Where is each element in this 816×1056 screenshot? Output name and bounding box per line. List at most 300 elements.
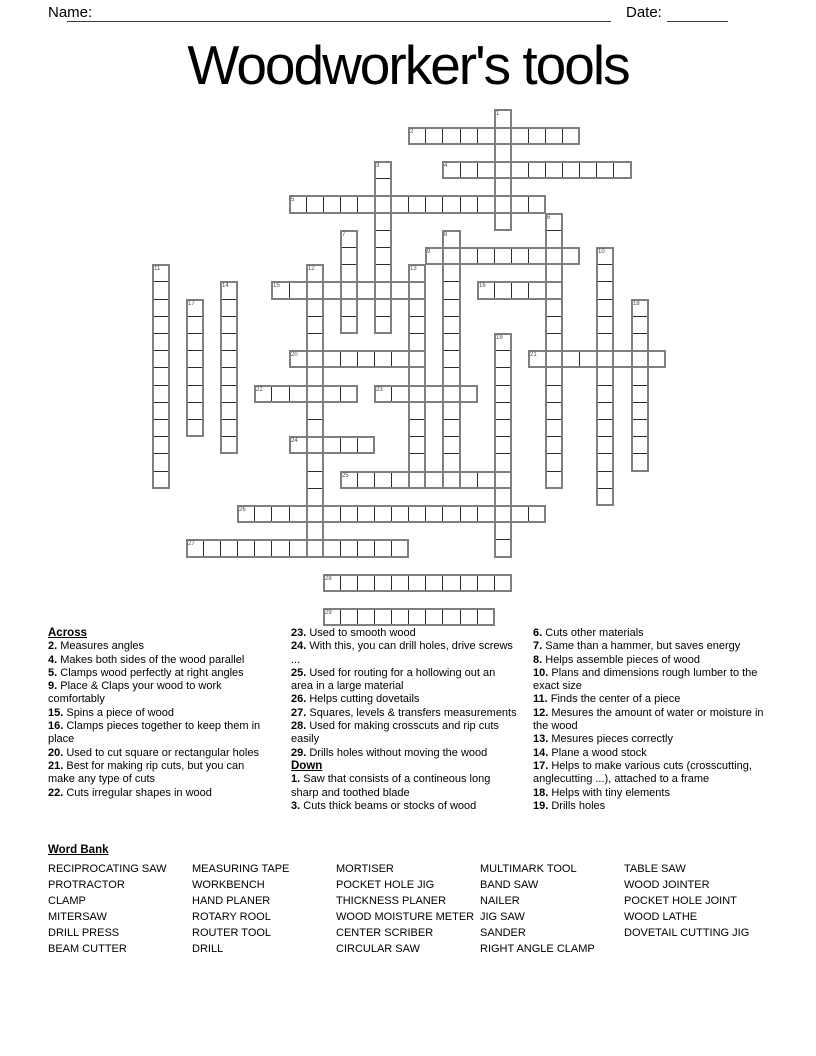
- grid-cell[interactable]: [306, 195, 324, 214]
- grid-cell[interactable]: [220, 281, 238, 300]
- grid-cell[interactable]: [545, 213, 563, 231]
- grid-cell[interactable]: [442, 247, 461, 265]
- grid-cell[interactable]: [306, 402, 324, 420]
- grid-cell[interactable]: [545, 247, 563, 265]
- grid-cell[interactable]: [460, 471, 478, 489]
- grid-cell[interactable]: [374, 385, 392, 403]
- grid-cell[interactable]: [442, 316, 461, 334]
- grid-cell[interactable]: [477, 127, 495, 145]
- grid-cell[interactable]: [442, 264, 461, 282]
- grid-cell[interactable]: [220, 539, 238, 558]
- grid-cell[interactable]: [545, 299, 563, 317]
- grid-cell[interactable]: [323, 539, 341, 558]
- grid-cell[interactable]: [340, 505, 358, 523]
- grid-cell[interactable]: [152, 316, 170, 334]
- grid-cell[interactable]: [391, 195, 409, 214]
- word-bank-item: MORTISER: [336, 863, 394, 875]
- grid-cell[interactable]: [545, 385, 563, 403]
- grid-cell[interactable]: [340, 230, 358, 248]
- grid-cell[interactable]: [289, 385, 307, 403]
- grid-cell[interactable]: [596, 247, 614, 265]
- grid-cell[interactable]: [494, 419, 512, 437]
- grid-cell[interactable]: [289, 281, 307, 300]
- grid-cell[interactable]: [631, 402, 649, 420]
- grid-cell[interactable]: [562, 161, 580, 179]
- grid-cell[interactable]: [323, 505, 341, 523]
- grid-cell[interactable]: [391, 608, 409, 626]
- grid-cell[interactable]: [340, 539, 358, 558]
- grid-cell[interactable]: [408, 419, 426, 437]
- grid-cell[interactable]: [152, 281, 170, 300]
- grid-cell[interactable]: [442, 350, 461, 368]
- grid-cell[interactable]: [425, 608, 443, 626]
- grid-cell[interactable]: [631, 385, 649, 403]
- grid-cell[interactable]: [357, 608, 375, 626]
- grid-cell[interactable]: [391, 574, 409, 592]
- grid-cell[interactable]: [442, 574, 461, 592]
- grid-cell[interactable]: [306, 539, 324, 558]
- grid-cell[interactable]: [425, 127, 443, 145]
- grid-cell[interactable]: [442, 127, 461, 145]
- grid-cell[interactable]: [460, 195, 478, 214]
- grid-cell[interactable]: [579, 350, 597, 368]
- grid-cell[interactable]: [357, 471, 375, 489]
- grid-cell[interactable]: [152, 367, 170, 386]
- grid-cell[interactable]: [186, 316, 204, 334]
- grid-cell[interactable]: [442, 161, 461, 179]
- grid-cell[interactable]: [220, 350, 238, 368]
- grid-cell[interactable]: [631, 316, 649, 334]
- grid-cell[interactable]: [460, 385, 478, 403]
- grid-cell[interactable]: [271, 539, 290, 558]
- grid-cell[interactable]: [374, 230, 392, 248]
- grid-cell[interactable]: [391, 385, 409, 403]
- grid-cell[interactable]: [340, 281, 358, 300]
- grid-cell[interactable]: [477, 608, 495, 626]
- grid-cell[interactable]: [186, 333, 204, 351]
- grid-cell[interactable]: [425, 385, 443, 403]
- grid-cell[interactable]: [425, 247, 443, 265]
- grid-cell[interactable]: [648, 350, 666, 368]
- grid-cell[interactable]: [545, 316, 563, 334]
- grid-cell[interactable]: [152, 453, 170, 472]
- clue-number: 28: [325, 576, 332, 582]
- grid-cell[interactable]: [186, 539, 204, 558]
- grid-cell[interactable]: [323, 281, 341, 300]
- grid-cell[interactable]: [408, 505, 426, 523]
- grid-cell[interactable]: [545, 367, 563, 386]
- grid-cell[interactable]: [374, 178, 392, 196]
- grid-cell[interactable]: [152, 471, 170, 489]
- word-bank-item: DRILL PRESS: [48, 927, 120, 939]
- grid-cell[interactable]: [494, 402, 512, 420]
- grid-cell[interactable]: [562, 350, 580, 368]
- word-bank-item: WOOD MOISTURE METER: [336, 911, 475, 923]
- grid-cell[interactable]: [545, 333, 563, 351]
- grid-cell[interactable]: [442, 299, 461, 317]
- clues-down-heading: Down: [291, 759, 323, 772]
- grid-cell[interactable]: [220, 367, 238, 386]
- grid-cell[interactable]: [340, 195, 358, 214]
- grid-cell[interactable]: [494, 109, 512, 128]
- grid-cell[interactable]: [340, 385, 358, 403]
- grid-cell[interactable]: [494, 178, 512, 196]
- grid-cell[interactable]: [357, 539, 375, 558]
- clue-number: 3: [376, 163, 380, 169]
- grid-cell[interactable]: [477, 161, 495, 179]
- grid-cell[interactable]: [220, 436, 238, 454]
- grid-cell[interactable]: [631, 436, 649, 454]
- grid-cell[interactable]: [494, 281, 512, 300]
- grid-cell[interactable]: [613, 350, 632, 368]
- grid-cell[interactable]: [425, 195, 443, 214]
- grid-cell[interactable]: [357, 195, 375, 214]
- grid-cell[interactable]: [391, 505, 409, 523]
- clue-item: 11. Finds the center of a piece: [533, 693, 681, 706]
- grid-cell[interactable]: [340, 350, 358, 368]
- grid-cell[interactable]: [289, 505, 307, 523]
- grid-cell[interactable]: [511, 195, 529, 214]
- grid-cell[interactable]: [442, 385, 461, 403]
- grid-cell[interactable]: [408, 299, 426, 317]
- grid-cell[interactable]: [631, 350, 649, 368]
- grid-cell[interactable]: [408, 453, 426, 472]
- grid-cell[interactable]: [545, 281, 563, 300]
- clue-item: 2. Measures angles: [48, 640, 145, 653]
- grid-cell[interactable]: [408, 402, 426, 420]
- grid-cell[interactable]: [391, 539, 409, 558]
- grid-cell[interactable]: [596, 471, 614, 489]
- grid-cell[interactable]: [494, 247, 512, 265]
- grid-cell[interactable]: [596, 402, 614, 420]
- grid-cell[interactable]: [545, 471, 563, 489]
- grid-cell[interactable]: [152, 385, 170, 403]
- clues-section: [48, 627, 773, 813]
- grid-cell[interactable]: [408, 471, 426, 489]
- grid-cell[interactable]: [494, 127, 512, 145]
- word-bank-item: JIG SAW: [480, 911, 525, 923]
- grid-cell[interactable]: [186, 385, 204, 403]
- grid-cell[interactable]: [374, 213, 392, 231]
- clue-column: [533, 627, 773, 813]
- grid-cell[interactable]: [442, 402, 461, 420]
- grid-cell[interactable]: [306, 419, 324, 437]
- grid-cell[interactable]: [306, 471, 324, 489]
- grid-cell[interactable]: [340, 299, 358, 317]
- grid-cell[interactable]: [631, 367, 649, 386]
- grid-cell[interactable]: [528, 350, 546, 368]
- grid-cell[interactable]: [374, 281, 392, 300]
- grid-cell[interactable]: [596, 453, 614, 472]
- grid-cell[interactable]: [306, 264, 324, 282]
- grid-cell[interactable]: [220, 385, 238, 403]
- grid-cell[interactable]: [596, 385, 614, 403]
- grid-cell[interactable]: [528, 281, 546, 300]
- grid-cell[interactable]: [511, 161, 529, 179]
- grid-cell[interactable]: [596, 350, 614, 368]
- grid-cell[interactable]: [186, 419, 204, 437]
- grid-cell[interactable]: [442, 436, 461, 454]
- grid-cell[interactable]: [306, 488, 324, 506]
- grid-cell[interactable]: [545, 453, 563, 472]
- grid-cell[interactable]: [460, 505, 478, 523]
- grid-cell[interactable]: [545, 264, 563, 282]
- grid-cell[interactable]: [425, 574, 443, 592]
- grid-cell[interactable]: [408, 333, 426, 351]
- grid-cell[interactable]: [408, 264, 426, 282]
- grid-cell[interactable]: [596, 436, 614, 454]
- grid-cell[interactable]: [237, 505, 255, 523]
- grid-cell[interactable]: [289, 539, 307, 558]
- word-bank-item: CENTER SCRIBER: [336, 927, 434, 939]
- grid-cell[interactable]: [271, 505, 290, 523]
- grid-cell[interactable]: [340, 574, 358, 592]
- grid-cell[interactable]: [425, 471, 443, 489]
- grid-cell[interactable]: [152, 350, 170, 368]
- grid-cell[interactable]: [460, 608, 478, 626]
- grid-cell[interactable]: [357, 281, 375, 300]
- grid-cell[interactable]: [494, 522, 512, 540]
- grid-cell[interactable]: [494, 350, 512, 368]
- grid-cell[interactable]: [442, 195, 461, 214]
- grid-cell[interactable]: [340, 608, 358, 626]
- grid-cell[interactable]: [340, 436, 358, 454]
- grid-cell[interactable]: [528, 161, 546, 179]
- grid-cell[interactable]: [613, 161, 632, 179]
- grid-cell[interactable]: [596, 281, 614, 300]
- grid-cell[interactable]: [596, 333, 614, 351]
- grid-cell[interactable]: [477, 195, 495, 214]
- grid-cell[interactable]: [374, 608, 392, 626]
- grid-cell[interactable]: [408, 281, 426, 300]
- grid-cell[interactable]: [528, 247, 546, 265]
- grid-cell[interactable]: [545, 127, 563, 145]
- grid-cell[interactable]: [442, 471, 461, 489]
- grid-cell[interactable]: [442, 608, 461, 626]
- grid-cell[interactable]: [340, 471, 358, 489]
- clue-number: 24: [291, 438, 298, 444]
- grid-cell[interactable]: [596, 367, 614, 386]
- grid-cell[interactable]: [374, 264, 392, 282]
- grid-cell[interactable]: [545, 419, 563, 437]
- grid-cell[interactable]: [408, 127, 426, 145]
- grid-cell[interactable]: [494, 333, 512, 351]
- word-bank-item: RECIPROCATING SAW: [48, 863, 167, 875]
- grid-cell[interactable]: [460, 161, 478, 179]
- grid-cell[interactable]: [494, 367, 512, 386]
- grid-cell[interactable]: [494, 213, 512, 231]
- grid-cell[interactable]: [494, 161, 512, 179]
- grid-cell[interactable]: [442, 230, 461, 248]
- grid-cell[interactable]: [494, 539, 512, 558]
- grid-cell[interactable]: [545, 230, 563, 248]
- grid-cell[interactable]: [374, 505, 392, 523]
- clue-item: 8. Helps assemble pieces of wood: [533, 653, 700, 666]
- grid-cell[interactable]: [511, 127, 529, 145]
- grid-cell[interactable]: [545, 161, 563, 179]
- grid-cell[interactable]: [494, 385, 512, 403]
- grid-cell[interactable]: [186, 367, 204, 386]
- grid-cell[interactable]: [323, 436, 341, 454]
- grid-cell[interactable]: [306, 453, 324, 472]
- word-bank-item: PROTRACTOR: [48, 879, 125, 891]
- grid-cell[interactable]: [425, 505, 443, 523]
- grid-cell[interactable]: [152, 299, 170, 317]
- grid-cell[interactable]: [306, 299, 324, 317]
- grid-cell[interactable]: [596, 264, 614, 282]
- grid-cell[interactable]: [596, 488, 614, 506]
- grid-cell[interactable]: [289, 195, 307, 214]
- grid-cell[interactable]: [289, 350, 307, 368]
- grid-cell[interactable]: [391, 281, 409, 300]
- grid-cell[interactable]: [408, 195, 426, 214]
- grid-cell[interactable]: [511, 505, 529, 523]
- grid-cell[interactable]: [460, 127, 478, 145]
- grid-cell[interactable]: [408, 316, 426, 334]
- grid-cell[interactable]: [408, 436, 426, 454]
- grid-cell[interactable]: [323, 385, 341, 403]
- grid-cell[interactable]: [306, 385, 324, 403]
- grid-cell[interactable]: [374, 316, 392, 334]
- grid-cell[interactable]: [631, 333, 649, 351]
- grid-cell[interactable]: [494, 453, 512, 472]
- grid-cell[interactable]: [374, 195, 392, 214]
- grid-cell[interactable]: [477, 247, 495, 265]
- grid-cell[interactable]: [631, 299, 649, 317]
- grid-cell[interactable]: [442, 367, 461, 386]
- grid-cell[interactable]: [442, 419, 461, 437]
- grid-cell[interactable]: [442, 453, 461, 472]
- clue-item: 19. Drills holes: [533, 799, 606, 812]
- grid-cell[interactable]: [528, 505, 546, 523]
- grid-cell[interactable]: [528, 127, 546, 145]
- grid-cell[interactable]: [579, 161, 597, 179]
- grid-cell[interactable]: [289, 436, 307, 454]
- grid-cell[interactable]: [254, 539, 272, 558]
- grid-cell[interactable]: [596, 161, 614, 179]
- grid-cell[interactable]: [545, 402, 563, 420]
- grid-cell[interactable]: [494, 574, 512, 592]
- grid-cell[interactable]: [511, 247, 529, 265]
- grid-cell[interactable]: [460, 247, 478, 265]
- grid-cell[interactable]: [442, 505, 461, 523]
- grid-cell[interactable]: [271, 385, 290, 403]
- grid-cell[interactable]: [254, 385, 272, 403]
- grid-cell[interactable]: [477, 574, 495, 592]
- grid-cell[interactable]: [562, 247, 580, 265]
- grid-cell[interactable]: [374, 247, 392, 265]
- grid-cell[interactable]: [374, 299, 392, 317]
- grid-cell[interactable]: [220, 333, 238, 351]
- grid-cell[interactable]: [477, 505, 495, 523]
- grid-cell[interactable]: [306, 522, 324, 540]
- grid-cell[interactable]: [306, 350, 324, 368]
- grid-cell[interactable]: [408, 367, 426, 386]
- grid-cell[interactable]: [340, 247, 358, 265]
- grid-cell[interactable]: [306, 505, 324, 523]
- grid-cell[interactable]: [306, 316, 324, 334]
- grid-cell[interactable]: [357, 574, 375, 592]
- grid-cell[interactable]: [374, 471, 392, 489]
- grid-cell[interactable]: [220, 402, 238, 420]
- grid-cell[interactable]: [374, 539, 392, 558]
- grid-cell[interactable]: [408, 385, 426, 403]
- grid-cell[interactable]: [306, 367, 324, 386]
- grid-cell[interactable]: [545, 436, 563, 454]
- grid-cell[interactable]: [357, 350, 375, 368]
- grid-cell[interactable]: [528, 195, 546, 214]
- grid-cell[interactable]: [220, 316, 238, 334]
- grid-cell[interactable]: [477, 471, 495, 489]
- grid-cell[interactable]: [254, 505, 272, 523]
- grid-cell[interactable]: [237, 539, 255, 558]
- grid-cell[interactable]: [596, 316, 614, 334]
- grid-cell[interactable]: [408, 350, 426, 368]
- word-bank-item: NAILER: [480, 895, 520, 907]
- grid-cell[interactable]: [374, 161, 392, 179]
- grid-cell[interactable]: [391, 471, 409, 489]
- grid-cell[interactable]: [306, 333, 324, 351]
- grid-cell[interactable]: [494, 195, 512, 214]
- grid-cell[interactable]: [152, 402, 170, 420]
- grid-cell[interactable]: [203, 539, 221, 558]
- grid-cell[interactable]: [494, 505, 512, 523]
- grid-cell[interactable]: [306, 436, 324, 454]
- grid-cell[interactable]: [545, 350, 563, 368]
- grid-cell[interactable]: [460, 574, 478, 592]
- grid-cell[interactable]: [323, 195, 341, 214]
- grid-cell[interactable]: [596, 299, 614, 317]
- grid-cell[interactable]: [186, 299, 204, 317]
- grid-cell[interactable]: [186, 402, 204, 420]
- grid-cell[interactable]: [374, 574, 392, 592]
- grid-cell[interactable]: [152, 436, 170, 454]
- grid-cell[interactable]: [442, 333, 461, 351]
- grid-cell[interactable]: [220, 419, 238, 437]
- grid-cell[interactable]: [408, 574, 426, 592]
- grid-cell[interactable]: [562, 127, 580, 145]
- grid-cell[interactable]: [323, 608, 341, 626]
- grid-cell[interactable]: [220, 299, 238, 317]
- grid-cell[interactable]: [323, 574, 341, 592]
- grid-cell[interactable]: [494, 471, 512, 489]
- grid-cell[interactable]: [442, 281, 461, 300]
- grid-cell[interactable]: [357, 436, 375, 454]
- grid-cell[interactable]: [152, 419, 170, 437]
- grid-cell[interactable]: [374, 350, 392, 368]
- grid-cell[interactable]: [152, 264, 170, 282]
- grid-cell[interactable]: [494, 488, 512, 506]
- grid-cell[interactable]: [494, 436, 512, 454]
- grid-cell[interactable]: [306, 281, 324, 300]
- grid-cell[interactable]: [408, 608, 426, 626]
- grid-cell[interactable]: [357, 505, 375, 523]
- grid-cell[interactable]: [631, 453, 649, 472]
- grid-cell[interactable]: [494, 144, 512, 162]
- grid-cell[interactable]: [391, 350, 409, 368]
- name-label: Name:: [48, 4, 93, 21]
- grid-cell[interactable]: [596, 419, 614, 437]
- grid-cell[interactable]: [186, 350, 204, 368]
- grid-cell[interactable]: [152, 333, 170, 351]
- grid-cell[interactable]: [477, 281, 495, 300]
- grid-cell[interactable]: [323, 350, 341, 368]
- grid-cell[interactable]: [340, 316, 358, 334]
- grid-cell[interactable]: [631, 419, 649, 437]
- grid-cell[interactable]: [511, 281, 529, 300]
- grid-cell[interactable]: [340, 264, 358, 282]
- grid-cell[interactable]: [271, 281, 290, 300]
